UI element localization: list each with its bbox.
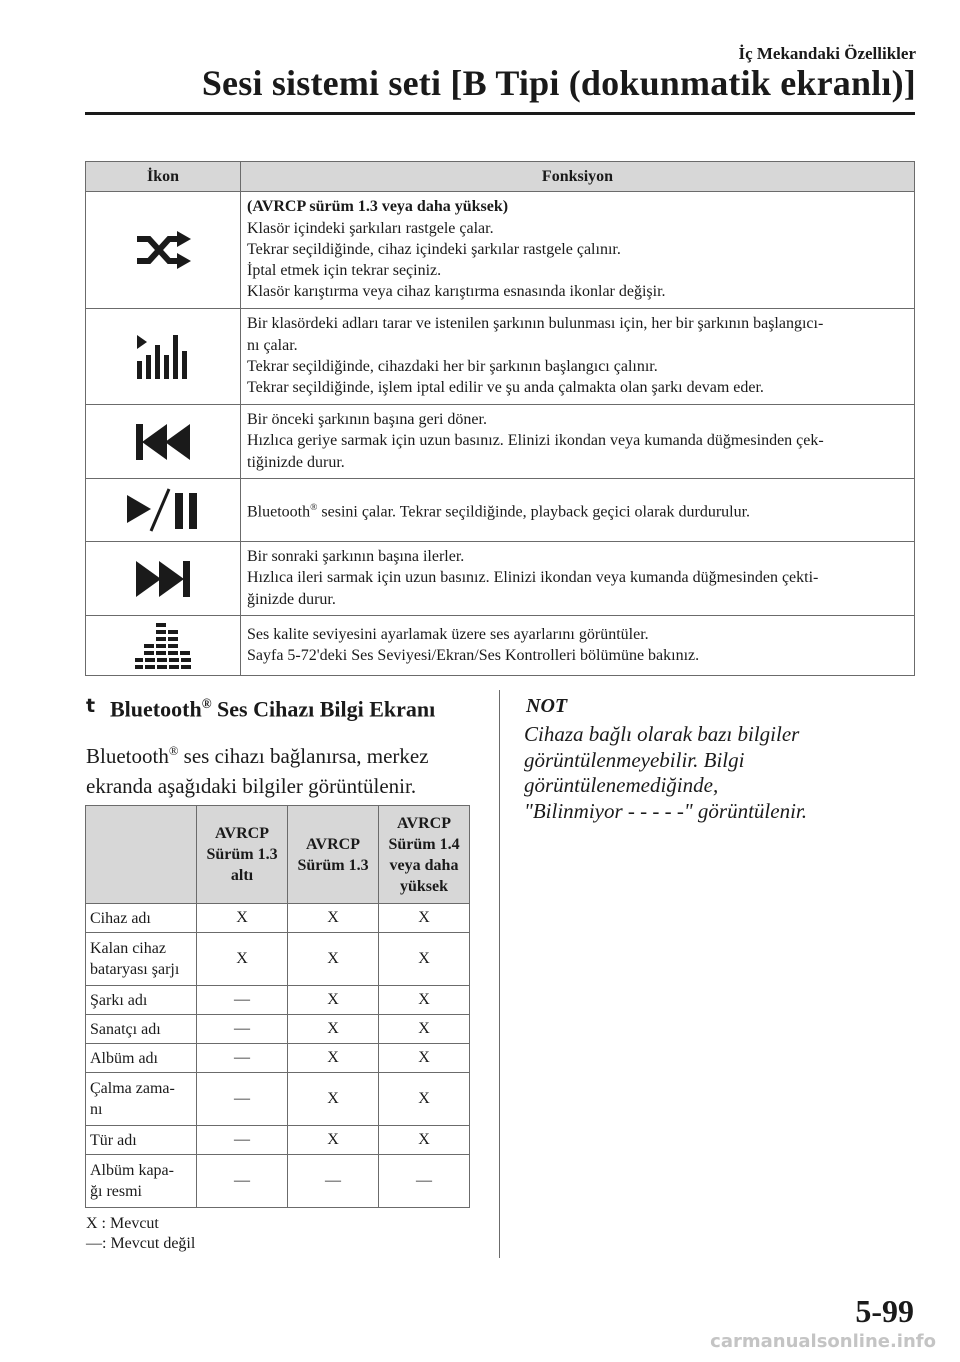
function-line: Klasör karıştırma veya cihaz karıştırma esnasında ikonlar değişir. <box>247 283 666 301</box>
table-row <box>86 192 915 309</box>
table-row <box>86 616 915 676</box>
function-line: Sayfa 5-72'deki Ses Seviyesi/Ekran/Ses Kontrolleri bölümüne bakınız. <box>247 647 700 664</box>
table-row: Tür adı — X X <box>86 1126 470 1155</box>
function-line: Ses kalite seviyesini ayarlamak üzere ses ayarlarını görüntüler. <box>247 625 649 643</box>
play-pause-icon <box>127 487 199 533</box>
section-title: Bluetooth® Ses Cihazı Bilgi Ekranı <box>110 696 436 722</box>
table-row <box>86 479 915 542</box>
section-intro: Bluetooth® ses cihazı bağlanırsa, merkez ekranda aşağıdaki bilgiler görüntülenir. <box>86 744 429 798</box>
table-row: Albüm kapa- ğı resmi — — — <box>86 1155 470 1208</box>
note-heading: NOT <box>526 695 568 717</box>
header-rule <box>85 112 915 115</box>
function-line: Hızlıca ileri sarmak için uzun basınız. Elinizi ikondan veya kumanda düğmesinden çekti- <box>247 569 819 587</box>
avrcp-info-table <box>85 805 470 1208</box>
next-track-icon <box>136 561 190 597</box>
note-line: görüntülenemediğinde, <box>524 773 719 797</box>
function-line: Bir klasördeki adları tarar ve istenilen şarkının bulunması için, her bir şarkının başlangıcı- <box>247 315 824 333</box>
function-line: İptal etmek için tekrar seçiniz. <box>247 262 442 280</box>
function-line: Bir önceki şarkının başına geri döner. <box>247 411 487 429</box>
function-line: Klasör içindeki şarkıları rastgele çalar. <box>247 219 494 237</box>
shuffle-icon <box>135 231 191 269</box>
function-line: Tekrar seçildiğinde, cihaz içindeki şarkılar rastgele çalınır. <box>247 240 621 258</box>
page-title: Sesi sistemi seti [B Tipi (dokunmatik ekranlı)] <box>201 63 916 103</box>
legend-unavailable: —: Mevcut değil <box>86 1235 196 1252</box>
table-row <box>86 542 915 616</box>
function-line: Bir sonraki şarkının başına ilerler. <box>247 548 465 566</box>
function-line: Bluetooth® sesini çalar. Tekrar seçildiğinde, playback geçici olarak durdurulur. <box>247 501 751 521</box>
note-line: görüntülenmeyebilir. Bilgi <box>524 747 745 772</box>
header-avrcp-1-4-plus: AVRCP Sürüm 1.4 veya daha yüksek <box>379 806 470 904</box>
table-row <box>86 405 915 479</box>
table-row: Şarkı adı — X X <box>86 986 470 1015</box>
header-avrcp-below-1-3: AVRCP Sürüm 1.3 altı <box>197 806 288 904</box>
table-legend <box>86 1214 195 1254</box>
note-line: "Bilinmiyor - - - - -" görüntülenir. <box>524 798 808 823</box>
equalizer-icon <box>135 623 191 669</box>
table-row: Çalma zama- nı — X X <box>86 1073 470 1126</box>
table-row: Sanatçı adı — X X <box>86 1015 470 1044</box>
legend-available: X : Mevcut <box>86 1215 159 1232</box>
note-body <box>524 722 904 824</box>
header-section-label: İç Mekandaki Özellikler <box>738 44 916 63</box>
function-line: tiğinizde durur. <box>247 453 345 471</box>
section-marker: t <box>86 695 96 717</box>
function-line: ğinizde durur. <box>247 590 336 608</box>
watermark: carmanualsonline.info <box>710 1331 936 1352</box>
function-line: Tekrar seçildiğinde, cihazdaki her bir şarkının başlangıcı çalınır. <box>247 358 658 375</box>
col-header-icon: İkon <box>86 162 241 192</box>
column-divider <box>499 690 500 1258</box>
table-row: Albüm adı — X X <box>86 1044 470 1073</box>
header-empty <box>86 806 197 904</box>
note-line: Cihaza bağlı olarak bazı bilgiler <box>524 722 800 746</box>
page-number: 5-99 <box>855 1293 914 1329</box>
table-row: Cihaz adı X X X <box>86 904 470 933</box>
col-header-function: Fonksiyon <box>241 162 915 192</box>
table-row <box>86 309 915 405</box>
scan-icon <box>137 335 189 379</box>
function-line: Hızlıca geriye sarmak için uzun basınız. Elinizi ikondan veya kumanda düğmesinden çek- <box>247 432 824 450</box>
table-row: Kalan cihaz bataryası şarjı X X X <box>86 933 470 986</box>
function-line: (AVRCP sürüm 1.3 veya daha yüksek) <box>247 198 509 216</box>
previous-track-icon <box>136 424 190 460</box>
icon-function-table <box>85 161 915 676</box>
header-avrcp-1-3: AVRCP Sürüm 1.3 <box>288 806 379 904</box>
function-line: nı çalar. <box>247 336 298 354</box>
function-line: Tekrar seçildiğinde, işlem iptal edilir ve şu anda çalmakta olan şarkı devam eder. <box>247 379 764 397</box>
